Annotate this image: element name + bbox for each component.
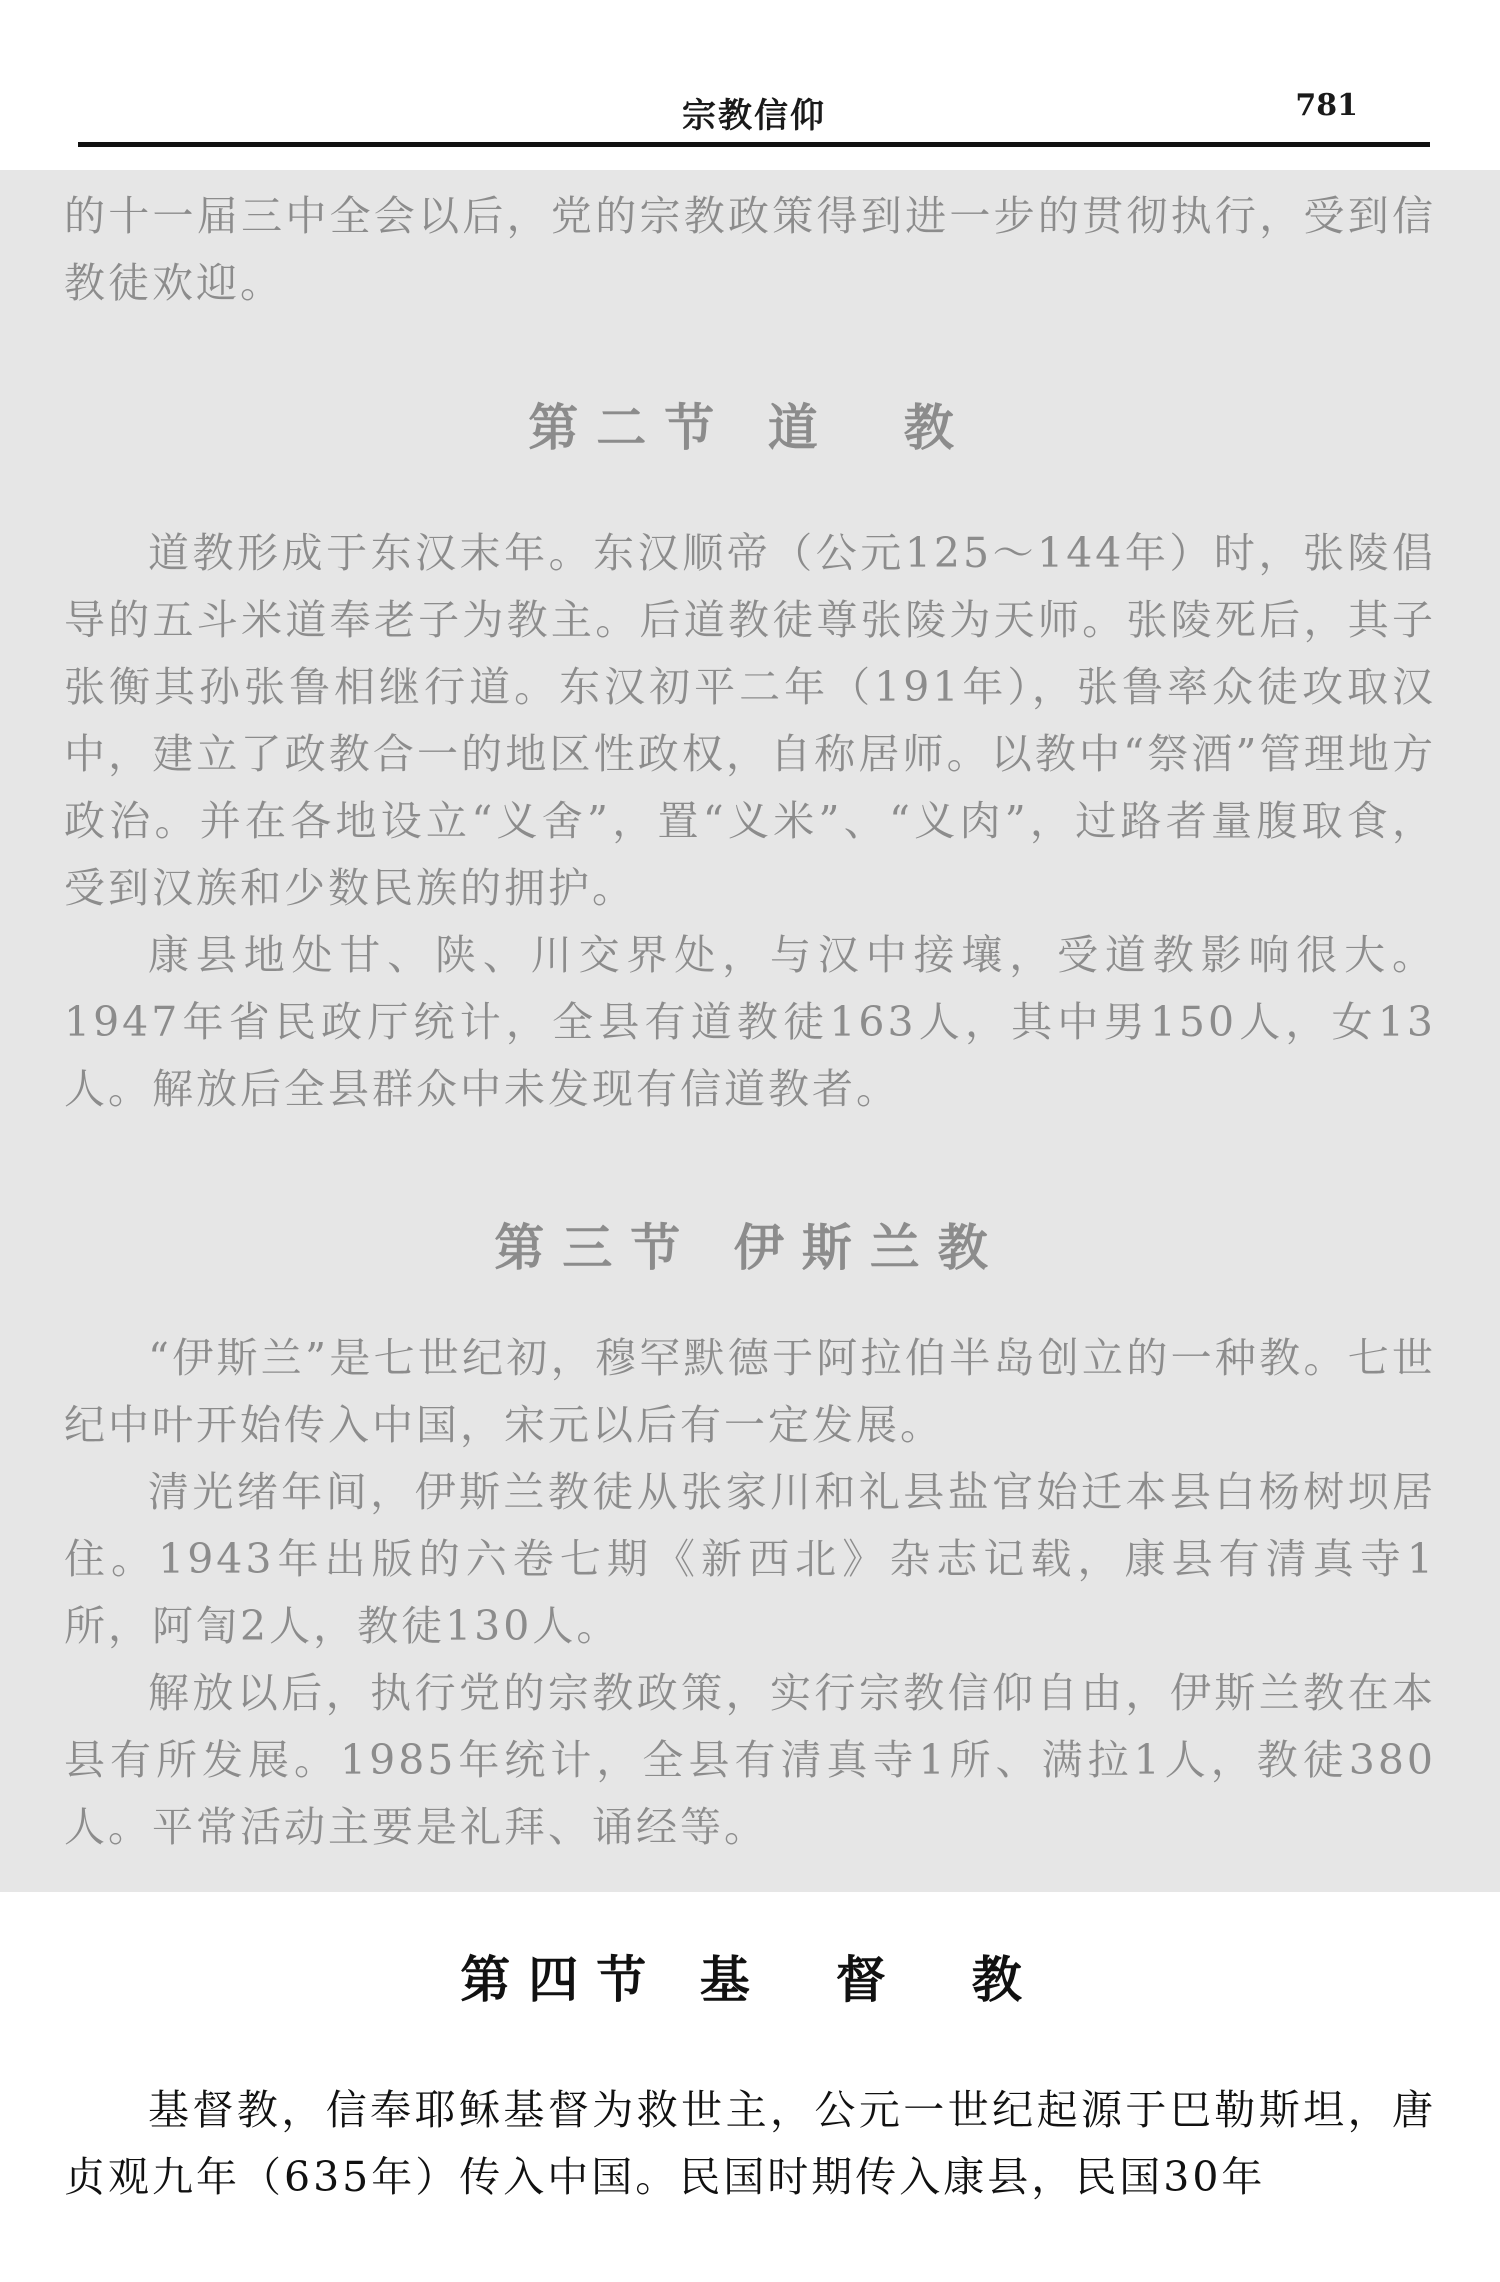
- header-rule: [78, 142, 1430, 147]
- section-heading-christianity: 第四节 基 督 教: [460, 1950, 1040, 2009]
- paragraph-christianity-1: 基督教，信奉耶稣基督为救世主，公元一世纪起源于巴勒斯坦，唐贞观九年（635年）传入中国。民国时期传入康县，民国30年: [64, 2086, 1436, 2201]
- page-header: [78, 88, 1430, 136]
- paragraph-islam-3: 解放以后，执行党的宗教政策，实行宗教信仰自由，伊斯兰教在本县有所发展。1985年统计，全县有清真寺1所、满拉1人，教徒380人。平常活动主要是礼拜、诵经等。: [64, 1669, 1436, 1851]
- paragraph-taoism-2: 康县地处甘、陕、川交界处，与汉中接壤，受道教影响很大。1947年省民政厅统计，全县有道教徒163人，其中男150人，女13人。解放后全县群众中未发现有信道教者。: [64, 931, 1436, 1113]
- page-number: 781: [1295, 88, 1358, 123]
- section-heading-taoism: 第二节 道 教: [528, 398, 972, 457]
- paragraph-islam-2: 清光绪年间，伊斯兰教徒从张家川和礼县盐官始迁本县白杨树坝居住。1943年出版的六卷七期《新西北》杂志记载，康县有清真寺1所，阿訇2人，教徒130人。: [64, 1468, 1436, 1650]
- paragraph-taoism-1: 道教形成于东汉末年。东汉顺帝（公元125～144年）时，张陵倡导的五斗米道奉老子为教主。后道教徒尊张陵为天师。张陵死后，其子张衡其孙张鲁相继行道。东汉初平二年（191年），张鲁率众徒攻取汉中，建立了政教合一的地区性政权，自称居师。以教中“祭酒”管理地方政治。并在各地设立“义舍”，置“义米”、“义肉”，过路者量腹取食，受到汉族和少数民族的拥护。: [64, 529, 1436, 912]
- paragraph-islam-1: “伊斯兰”是七世纪初，穆罕默德于阿拉伯半岛创立的一种教。七世纪中叶开始传入中国，宋元以后有一定发展。: [64, 1334, 1436, 1449]
- continued-paragraph: 的十一届三中全会以后，党的宗教政策得到进一步的贯彻执行，受到信教徒欢迎。: [64, 192, 1436, 307]
- section-heading-islam: 第三节 伊斯兰教: [494, 1218, 1006, 1277]
- running-title: 宗教信仰: [682, 96, 826, 136]
